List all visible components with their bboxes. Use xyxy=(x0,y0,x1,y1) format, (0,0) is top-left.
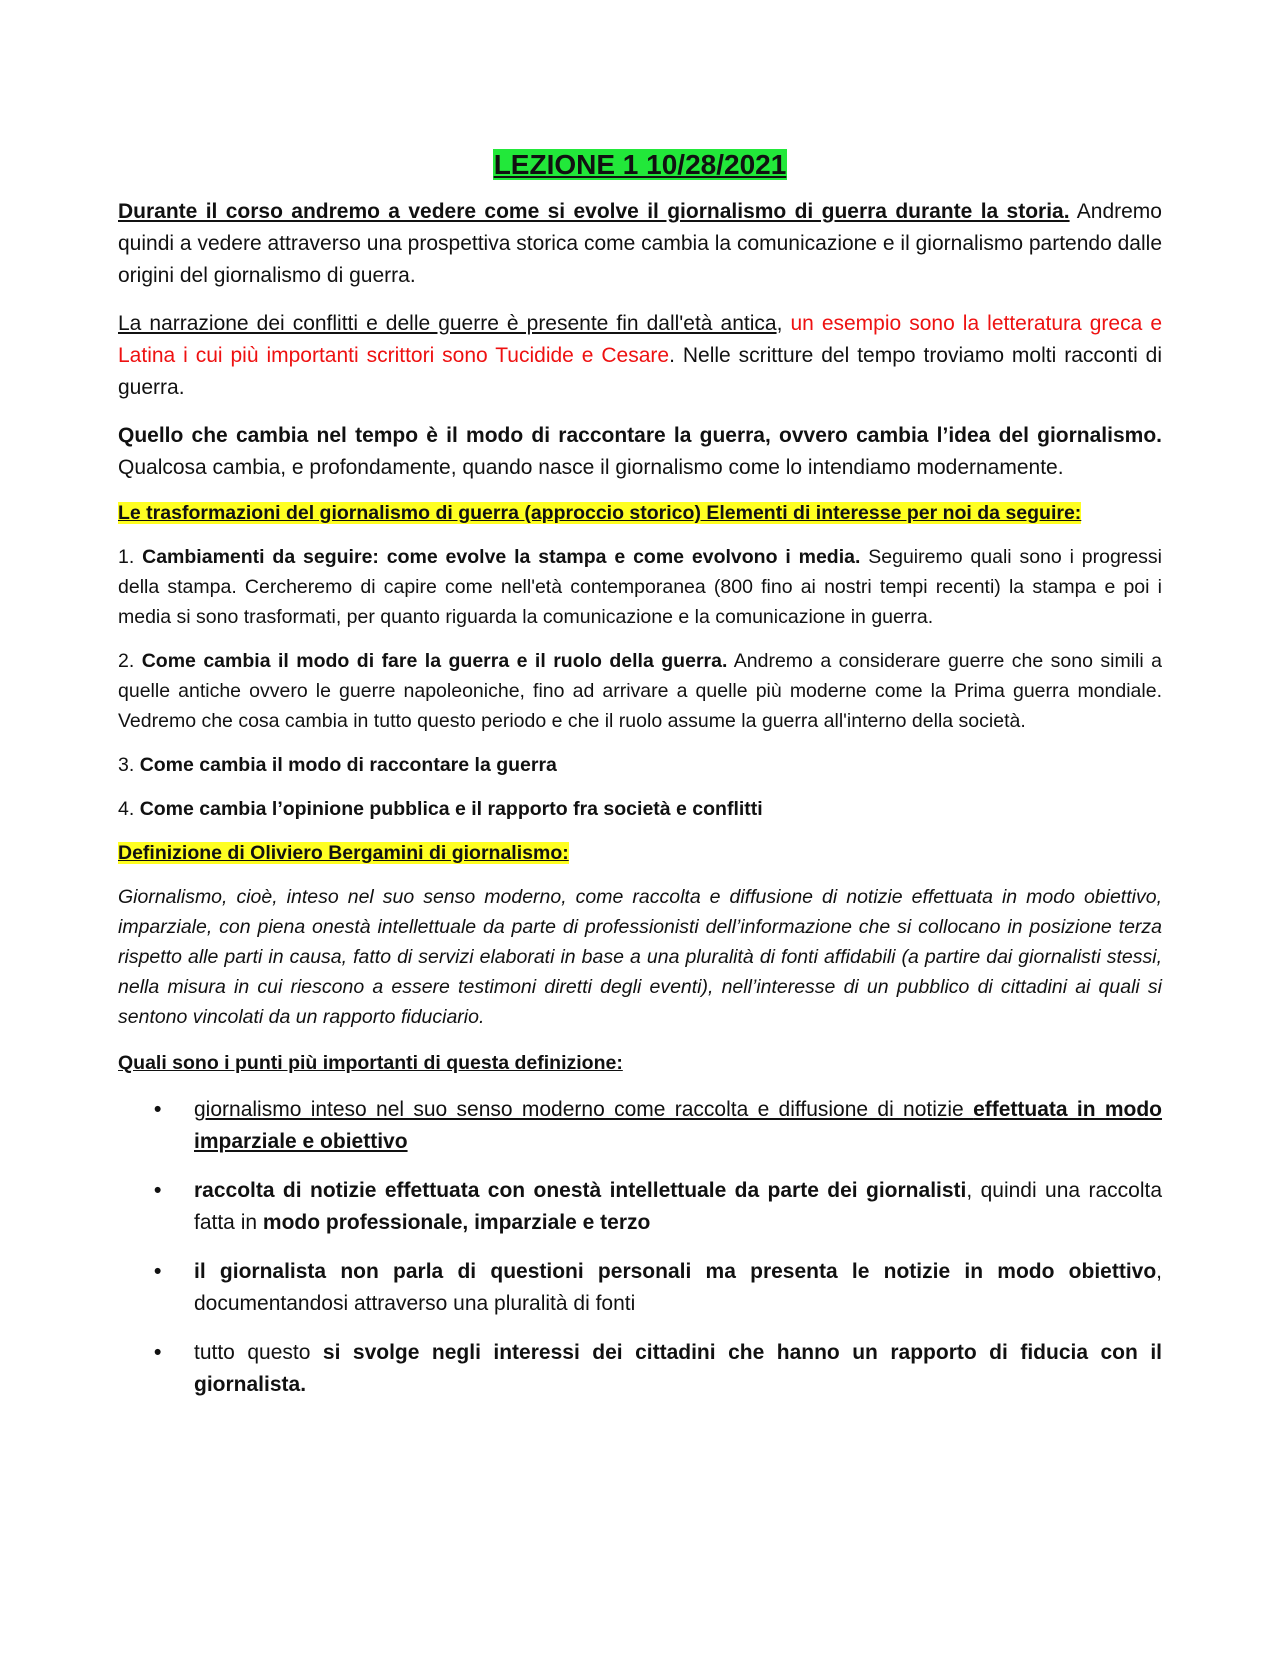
transformations-heading: Le trasformazioni del giornalismo di guerra (approccio storico) Elementi di interesse per noi da seguire: xyxy=(118,502,1082,524)
paragraph-ancient xyxy=(118,308,1162,404)
definition-quote: Giornalismo, cioè, inteso nel suo senso moderno, come raccolta e diffusione di notizie effettuata in modo obiettivo, imparziale, con piena onestà intellettuale da parte di professionisti dell’informazione che si collocano in posizione terza rispetto alle parti in causa, fatto di servizi elaborati in base a una pluralità di fonti affidabili (a partire dai giornalisti stessi, nella misura in cui riescono a essere testimoni diretti degli eventi), nell’interesse di un pubblico di cittadini ai quali si sentono vincolati da un rapporto fiduciario. xyxy=(118,886,1162,1028)
bullet-icon: • xyxy=(154,1098,162,1121)
definition-heading: Definizione di Oliviero Bergamini di giornalismo: xyxy=(118,842,569,864)
paragraph-change xyxy=(118,420,1162,484)
item-1-num: 1. xyxy=(118,546,143,568)
bullet-icon: • xyxy=(154,1179,162,1202)
section-heading-transformations xyxy=(118,498,1162,528)
list-item xyxy=(118,1337,1162,1401)
ancient-red: un esempio sono la letteratura greca e Latina i cui più importanti scrittori sono Tucidide e Cesare xyxy=(118,312,1162,367)
item-2-rest: Andremo a considerare guerre che sono simili a quelle antiche ovvero le guerre napoleoniche, fino ad arrivare a quelle più moderne come la Prima guerra mondiale. Vedremo che cosa cambia in tutto questo periodo e che il ruolo assume la guerra all'interno della società. xyxy=(118,650,1163,732)
bullet-2-bold-end: modo professionale, imparziale e terzo xyxy=(262,1211,651,1234)
item-3-num: 3. xyxy=(118,754,140,776)
change-rest: Qualcosa cambia, e profondamente, quando nasce il giornalismo come lo intendiamo modernamente. xyxy=(118,456,1064,479)
key-points-list xyxy=(118,1094,1162,1401)
paragraph-intro xyxy=(118,196,1162,292)
list-item-1 xyxy=(118,542,1162,632)
item-2-num: 2. xyxy=(118,650,142,672)
ancient-comma: , xyxy=(776,312,791,335)
bullet-1-bold: effettuata in modo imparziale e obiettivo xyxy=(194,1098,1163,1153)
bullet-icon: • xyxy=(154,1341,162,1364)
bullet-2-bold: raccolta di notizie effettuata con onestà intellettuale da parte dei giornalisti xyxy=(194,1179,967,1202)
lesson-title: LEZIONE 1 10/28/2021 xyxy=(493,149,787,180)
ancient-underlined: La narrazione dei conflitti e delle guerre è presente fin dall'età antica xyxy=(118,312,777,335)
ancient-rest: . Nelle scritture del tempo troviamo molti racconti di guerra. xyxy=(118,344,1162,399)
item-4-bold: Come cambia l’opinione pubblica e il rapporto fra società e conflitti xyxy=(139,798,763,820)
item-2-bold: Come cambia il modo di fare la guerra e il ruolo della guerra. xyxy=(141,650,728,672)
title-wrap xyxy=(118,148,1162,182)
key-points-heading: Quali sono i punti più importanti di questa definizione: xyxy=(118,1052,623,1074)
section-heading-definition xyxy=(118,838,1162,868)
bullet-3-bold: il giornalista non parla di questioni personali ma presenta le notizie in modo obiettivo xyxy=(194,1260,1157,1283)
bullet-icon: • xyxy=(154,1260,162,1283)
bullet-4-bold: si svolge negli interessi dei cittadini che hanno un rapporto di fiducia con il giornalista. xyxy=(194,1341,1162,1396)
item-4-num: 4. xyxy=(118,798,140,820)
intro-bold: Durante il corso andremo a vedere come si evolve il giornalismo di guerra durante la storia. xyxy=(118,200,1070,223)
bullet-1-text: giornalismo inteso nel suo senso moderno come raccolta e diffusione di notizie xyxy=(194,1098,974,1121)
bullet-4-text: tutto questo xyxy=(194,1341,323,1364)
section-heading-key-points xyxy=(118,1048,1162,1078)
intro-rest: Andremo quindi a vedere attraverso una prospettiva storica come cambia la comunicazione e il giornalismo partendo dalle origini del giornalismo di guerra. xyxy=(118,200,1162,287)
bullet-3-text: , documentandosi attraverso una pluralità di fonti xyxy=(194,1260,1162,1315)
item-1-bold: Cambiamenti da seguire: come evolve la stampa e come evolvono i media. xyxy=(142,546,861,568)
item-1-rest: Seguiremo quali sono i progressi della stampa. Cercheremo di capire come nell'età contemporanea (800 fino ai nostri tempi recenti) la stampa e poi i media si sono trasformati, per quanto riguarda la comunicazione e la comunicazione in guerra. xyxy=(118,546,1162,628)
list-item-2 xyxy=(118,646,1162,736)
document-body xyxy=(118,148,1162,1418)
list-item xyxy=(118,1094,1162,1158)
list-item xyxy=(118,1256,1162,1320)
list-item-3 xyxy=(118,750,1162,780)
change-bold: Quello che cambia nel tempo è il modo di raccontare la guerra, ovvero cambia l’idea del giornalismo. xyxy=(118,424,1162,447)
bullet-2-text: , quindi una raccolta fatta in xyxy=(194,1179,1162,1234)
item-3-bold: Come cambia il modo di raccontare la guerra xyxy=(139,754,557,776)
list-item xyxy=(118,1175,1162,1239)
list-item-4 xyxy=(118,794,1162,824)
